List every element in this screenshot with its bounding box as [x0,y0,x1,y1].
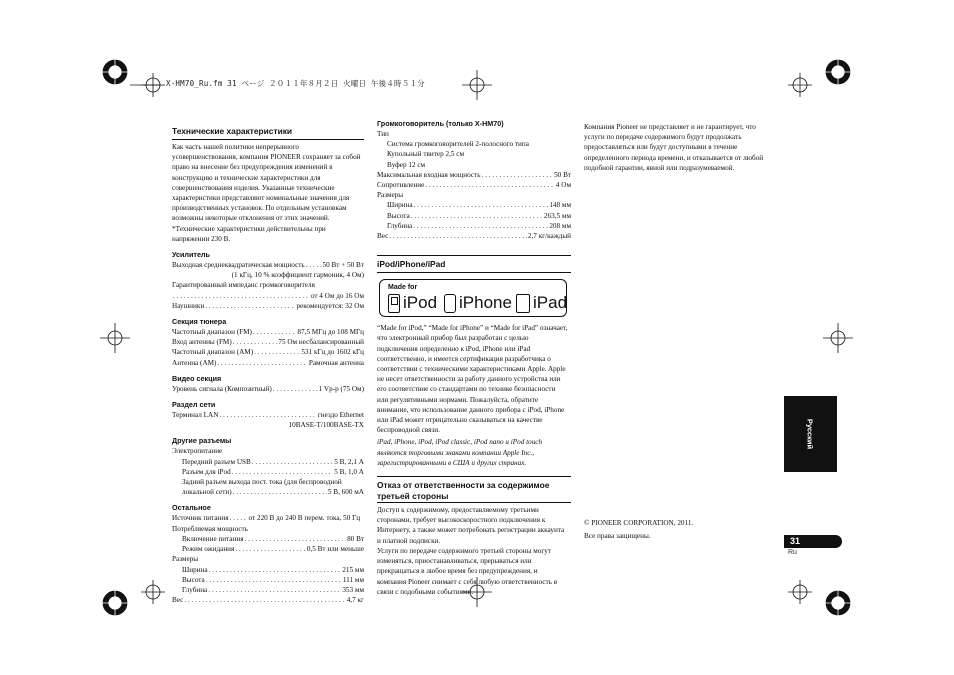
made-for-text: “Made for iPod,” “Made for iPhone” и “Made for iPad” означает, что электронный прибор был разработан с целью подключения определенно к iPod, iPhone или iPad соответственно, и имеется сертификация разработчика о соответствии с техническими характеристиками Apple. Apple не несет ответственности за работу данного устройства или его соответствие со стандартами по технике безопасности или регулятивными нормами. Пожалуйста, обратите внимание, что использование данного прибора с iPod, iPhone или iPad может отрицательно сказываться на качестве беспроводной связи. [377,324,568,435]
spec-row: Максимальная входная мощность . . . 50 Вт [377,170,571,180]
video-title: Видео секция [172,373,222,383]
spec-label: Размеры [377,191,404,200]
badge-iphone: iPhone [459,293,512,313]
pioneer-disclaimer: Компания Pioneer не представляет и не гарантирует, что услуги по передаче содержимого будут продолжать предоставляться или будут доступными в течение определенного периода времени, и отказывается от любой подобной гарантии, явной или подразумеваемой. [584,123,764,172]
ipod-section-title: iPod/iPhone/iPad [377,259,571,273]
intro-line: совершенствования изделия. Указанные технические [172,183,335,192]
trademark-text: iPad, iPhone, iPod, iPod classic, iPod nano и iPod touch являются торговыми знаками компании Apple Inc., зарегистрированными в США и других странах. [377,438,543,467]
badge-ipod: iPod [403,293,438,313]
spec-row: Высота . . . 263,5 мм [377,211,571,221]
spec-row: Ширина . . . 148 мм [377,200,571,210]
spec-row: Вход антенны (FM) . . . 75 Ом несбалансированный [172,337,364,347]
made-for-ipod-badge [379,279,567,317]
network-title: Раздел сети [172,400,216,410]
spec-row: Глубина . . . 208 мм [377,221,571,231]
spec-label: Тип [377,130,389,138]
spec-row: . . . от 4 Ом до 16 Ом [172,291,364,301]
intro-line: *Технические характеристики действительны при [172,224,326,233]
spec-label: Система громкоговорителей 2-полосного типа [387,140,529,149]
spec-row: Высота . . . 111 мм [172,575,364,585]
spec-label: Задний разъем выхода пост. тока (для беспроводной [182,478,342,487]
copyright: © PIONEER CORPORATION, 2011. [584,519,694,527]
spec-row: Передний разъем USB . . . 5 В, 2,1 А [172,457,364,467]
intro-line: право на внесение без предупреждения изменений в [172,163,333,172]
page-number: 31 [790,536,801,546]
intro-line: характеристики представляют номинальные значения для [172,194,350,203]
intro-line: усовершенствования, компания PIONEER сохраняет за собой [172,153,361,162]
specs-title: Технические характеристики [172,126,364,140]
spec-label: Гарантированный импеданс громкоговорителя [172,281,315,290]
spec-label: Размеры [172,555,199,564]
tuner-title: Секция тюнера [172,317,227,327]
page-number-badge [784,535,842,548]
spec-row: Режим ожидания . . . 0,5 Вт или меньше [172,544,364,554]
spec-row: Включение питания . . . 80 Вт [172,534,364,544]
spec-row: Источник питания . . . от 220 В до 240 В перем. тока, 50 Гц [172,513,364,523]
copyright-block [584,518,770,541]
spec-label: Потребляемая мощность [172,524,248,533]
spec-row: Вес . . . 2,7 кг/каждый [377,231,571,241]
spec-row: Сопротивление . . . 4 Ом [377,180,571,190]
spec-row: Уровень сигнала (Композитный) . . . 1 Vp-p (75 Ом) [172,384,364,394]
speaker-title: Громкоговоритель (только X-HM70) [377,119,504,128]
ipad-icon [516,294,530,313]
specs-column-1 [172,126,364,605]
specs-intro [172,142,364,244]
spec-label: Купольный твитер 2,5 см [387,150,464,159]
page-language: Ru [788,549,797,556]
disclaimer-text: Доступ к содержимому, предоставляемому третьими сторонами, требует высокоскоростного подключения к Интернету, а также может потребовать регистрации аккаунта и платной подписки. Услуги по передаче содержимого третьей стороны могут изменяться, приостанавливаться, прерываться или прекращаться в любое время без предупреждения, и компания Pioneer снимает с себя любую ответственность в связи с подобными событиями. [377,506,565,596]
spec-row: Терминал LAN . . . гнездо Ethernet [172,410,364,420]
spec-row: Вес . . . 4,7 кг [172,595,364,605]
badge-made-for: Made for [388,284,418,292]
specs-column-3 [584,122,770,173]
ipod-icon [388,294,400,313]
other-connectors-title: Другие разъемы [172,436,232,446]
spec-row: Антенна (AM) . . . Рамочная антенна [172,358,364,368]
spec-row: Наушники . . . рекомендуется: 32 Ом [172,301,364,311]
misc-title: Остальное [172,503,211,513]
specs-column-2 [377,113,571,597]
language-tab-label: Русский [805,418,815,450]
spec-row: локальной сети) . . . 5 В, 600 мА [172,487,364,497]
amp-title: Усилитель [172,250,210,260]
spec-row: Частотный диапазон (FM) . . . 87,5 МГц до 108 МГц [172,327,364,337]
disclaimer-title: Отказ от ответственности за содержимое третьей стороны [377,480,550,502]
file-header: X-HM70_Ru.fm 31 ページ ２０１１年８月２日 火曜日 午後４時５１分 [166,79,425,88]
intro-line: производственных установок. По отдельным установкам [172,204,347,213]
intro-line: напряжении 230 В. [172,234,231,243]
iphone-icon [444,294,456,313]
spec-row: Выходная среднеквадратическая мощность . . . 50 Вт + 50 Вт [172,260,364,270]
intro-line: конструкцию и технические характеристики для [172,173,321,182]
spec-row: Ширина . . . 215 мм [172,565,364,575]
intro-line: Как часть нашей политики непрерывного [172,143,299,151]
spec-label: Вуфер 12 см [387,160,426,169]
spec-row: Частотный диапазон (AM) . . . 531 кГц до 1602 кГц [172,347,364,357]
spec-row: Глубина . . . 353 мм [172,585,364,595]
spec-row: Разъем для iPod . . . 5 В, 1,0 А [172,467,364,477]
intro-line: возможны некоторые отклонения от этих значений. [172,214,330,223]
rights: Все права защищены. [584,532,651,541]
spec-note: (1 кГц, 10 % коэффициент гармоник, 4 Ом) [231,271,364,280]
spec-note: 10BASE-T/100BASE-TX [288,421,364,430]
spec-label: Электропитание [172,447,223,456]
badge-ipad: iPad [533,293,568,313]
language-tab [784,396,837,472]
